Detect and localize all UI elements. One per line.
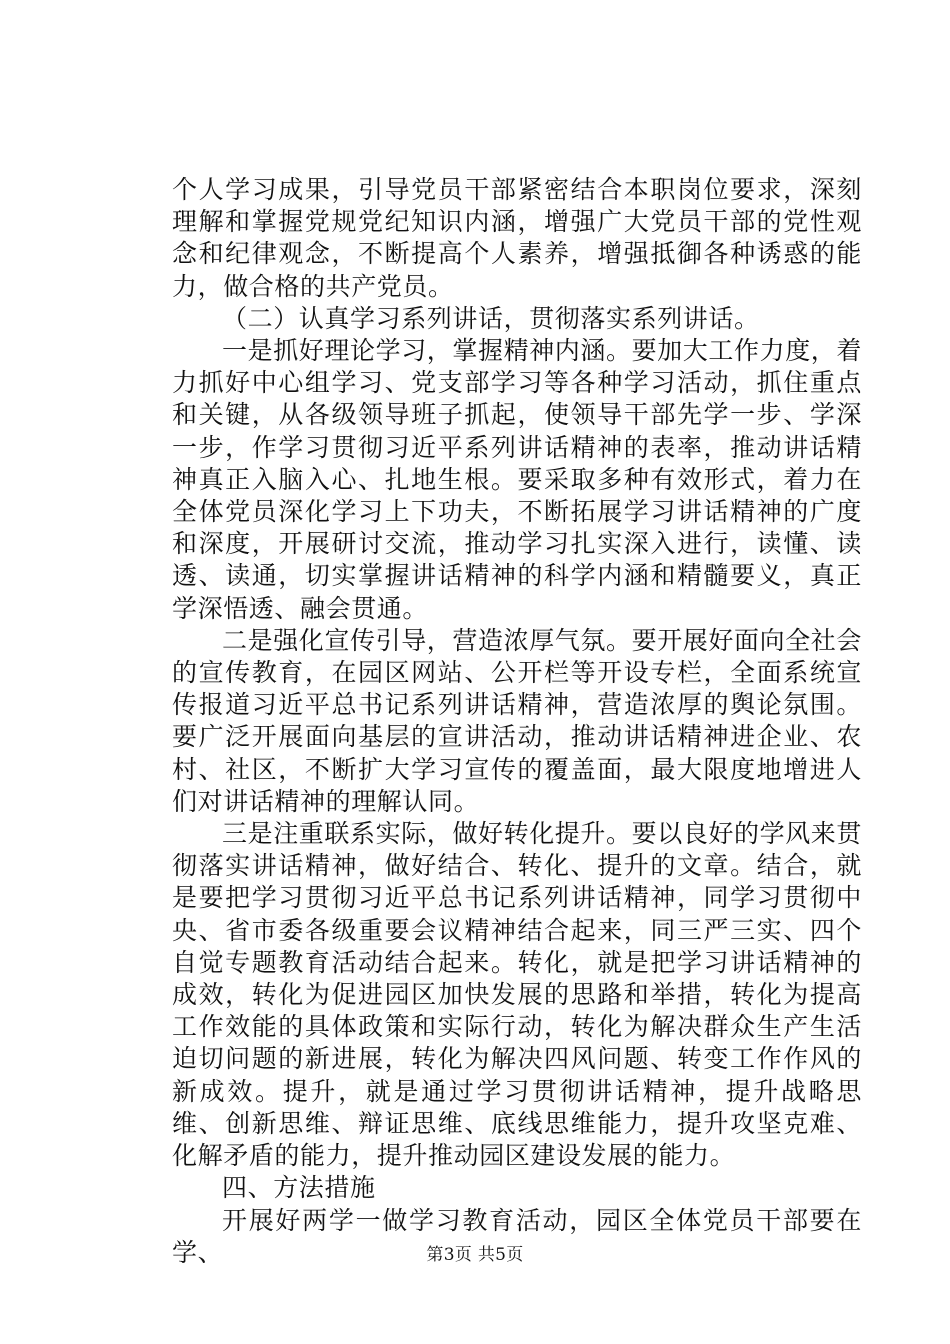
paragraph-continuation: 个人学习成果，引导党员干部紧密结合本职岗位要求，深刻理解和掌握党规党纪知识内涵，增强广大党员干部的党性观念和纪律观念，不断提高个人素养，增强抵御各种诱惑的能力，做合格的共产党员。	[172, 175, 862, 301]
paragraph-theory-study: 一是抓好理论学习，掌握精神内涵。要加大工作力度，着力抓好中心组学习、党支部学习等各种学习活动，抓住重点和关键，从各级领导班子抓起，使领导干部先学一步、学深一步，作学习贯彻习近平系列讲话精神的表率，推动讲话精神真正入脑入心、扎地生根。要采取多种有效形式，着力在全体党员深化学习上下功夫，不断拓展学习讲话精神的广度和深度，开展研讨交流，推动学习扎实深入进行，读懂、读透、读通，切实掌握讲话精神的科学内涵和精髓要义，真正学深悟透、融会贯通。	[172, 336, 863, 623]
paragraph-methods: 开展好两学一做学习教育活动，园区全体党员干部要在学、	[172, 1205, 862, 1267]
paragraph-practice: 三是注重联系实际，做好转化提升。要以良好的学风来贯彻落实讲话精神，做好结合、转化、提升的文章。结合，就是要把学习贯彻习近平总书记系列讲话精神，同学习贯彻中央、省市委各级重要会议精神结合起来，同三严三实、四个自觉专题教育活动结合起来。转化，就是把学习讲话精神的成效，转化为促进园区加快发展的思路和举措，转化为提高工作效能的具体政策和实际行动，转化为解决群众生产生活迫切问题的新进展，转化为解决四风问题、转变工作作风的新成效。提升，就是通过学习贯彻讲话精神，提升战略思维、创新思维、辩证思维、底线思维能力，提升攻坚克难、化解矛盾的能力，提升推动园区建设发展的能力。	[172, 819, 863, 1171]
section-heading-2: （二）认真学习系列讲话，贯彻落实系列讲话。	[222, 303, 760, 333]
document-body	[172, 174, 862, 1269]
section-heading-methods: 四、方法措施	[222, 1173, 376, 1203]
paragraph-publicity: 二是强化宣传引导，营造浓厚气氛。要开展好面向全社会的宣传教育，在园区网站、公开栏等开设专栏，全面系统宣传报道习近平总书记系列讲话精神，营造浓厚的舆论氛围。要广泛开展面向基层的宣讲活动，推动讲话精神进企业、农村、社区，不断扩大学习宣传的覆盖面，最大限度地增进人们对讲话精神的理解认同。	[172, 625, 863, 816]
page-footer: 第3页 共5页	[426, 1245, 524, 1265]
